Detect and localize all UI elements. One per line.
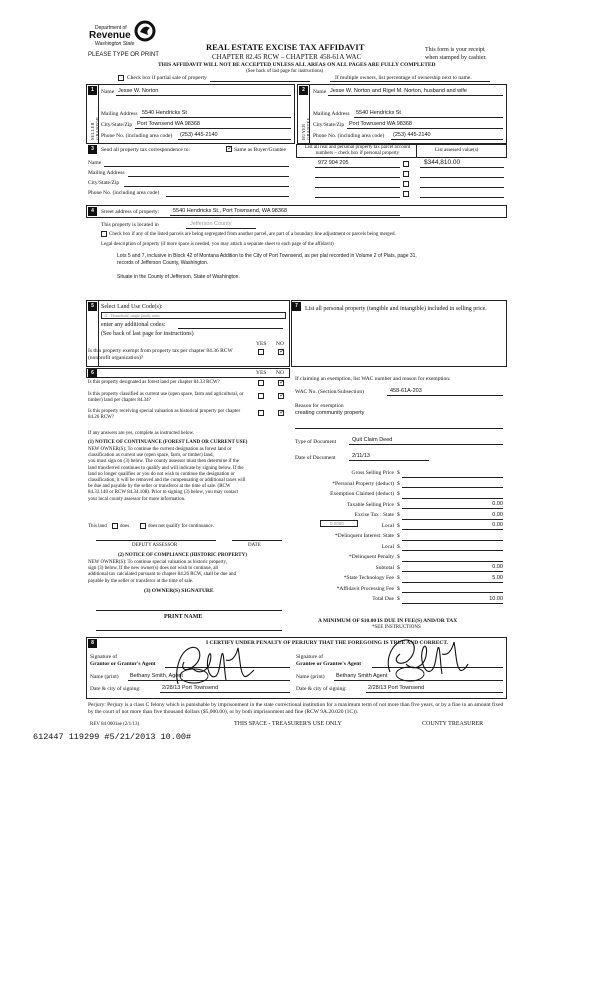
notice-compliance-line: additional tax calculated pursuant to chapter 84.26 RCW, shall be due and [88, 572, 236, 578]
buyer-mailing-label: Mailing Address [313, 111, 350, 117]
current-use-question: Is this property classified as current use (open space, farm and agricultural, or timber) land per chapter 84.34? [88, 392, 244, 403]
form-chapter: CHAPTER 82.45 RCW – CHAPTER 458-61A WAC [212, 53, 362, 61]
rev-form-code: REV 84 0001ae (2/1/13) [90, 722, 140, 727]
see-back-instructions: (See back of last page for instructions) [246, 69, 324, 74]
notice-continuance-title: (1) NOTICE OF CONTINUANCE (FOREST LAND OR CURRENT USE) [88, 440, 248, 445]
notice-continuance-line: land transferred continues to qualify and will indicate by signing below. If the [88, 465, 244, 471]
legal-line-2: records of Jefferson County, Washington. [117, 260, 209, 266]
tax-row-field [402, 561, 503, 562]
forest-no-checkbox[interactable] [278, 380, 284, 386]
owner-signature-label: (3) OWNER(S) SIGNATURE [144, 588, 214, 594]
parcel-2-personal-checkbox[interactable] [403, 171, 409, 177]
tax-row-label: *Personal Property (deduct) [332, 480, 394, 487]
segregated-checkbox[interactable] [101, 231, 107, 237]
local-rate-value: 0.0050 [330, 521, 344, 526]
see-instructions-note: *SEE INSTRUCTIONS [372, 625, 421, 630]
receipt-line1: This form is your receipt [425, 47, 485, 53]
grantee-handwritten-signature [380, 632, 470, 687]
treasurer-use-label: THIS SPACE - TREASURER'S USE ONLY [234, 721, 342, 727]
current-use-yes-checkbox[interactable] [258, 393, 264, 399]
grantee-date-label: Date & city of signing: [296, 686, 347, 692]
land-does-not-checkbox[interactable] [140, 523, 146, 529]
tax-row-field [402, 550, 503, 551]
corr-name-label: Name [88, 160, 102, 166]
print-name-label: PRINT NAME [164, 614, 203, 620]
tax-row-field [402, 592, 503, 593]
tax-row-label: Taxable Selling Price [347, 501, 394, 508]
tax-row-value: 5.00 [492, 574, 503, 581]
grantee-signature-label-1: Signature of [296, 654, 324, 660]
date-label: DATE [248, 543, 261, 548]
tax-row-label: Subtotal [375, 564, 394, 571]
s6-yes-header: YES [256, 370, 267, 376]
notice-compliance-title: (2) NOTICE OF COMPLIANCE (HISTORIC PROPERTY) [118, 553, 247, 558]
form-title: REAL ESTATE EXCISE TAX AFFIDAVIT [206, 42, 365, 52]
grantor-date-label: Date & city of signing: [90, 686, 141, 692]
seller-name-label: Name [101, 89, 115, 95]
additional-codes-label: enter any additional codes: [101, 322, 166, 328]
section-1-number: 1 [88, 86, 97, 95]
notice-compliance-text [88, 560, 236, 585]
county-treasurer-label: COUNTY TREASURER [422, 721, 484, 727]
current-use-no-checkbox[interactable] [278, 393, 284, 399]
section-2-number: 2 [299, 86, 308, 95]
wac-label: WAC No. (Section/Subsection) [295, 389, 364, 395]
exempt-question: Is this property exempt from property tax per chapter 84.36 RCW (nonprofit organization)? [88, 348, 233, 361]
please-type: PLEASE TYPE OR PRINT [88, 52, 159, 58]
buyer-phone-label: Phone No. (including area code) [313, 133, 385, 139]
grantee-name-label: Name (print) [296, 674, 325, 680]
assessed-value-header: List assessed value(s) [435, 148, 479, 153]
section-6-number: 6 [88, 369, 97, 378]
tax-row-value: 0.00 [492, 564, 503, 570]
section-3-number: 3 [88, 145, 97, 154]
tax-row-label: Total Due [372, 596, 394, 602]
doc-type: Quit Claim Deed [352, 437, 393, 443]
tax-row-field [402, 582, 503, 583]
forest-land-question: Is this property designated as forest land per chapter 84.33 RCW? [88, 380, 220, 385]
seller-name: Jesse W. Norton [118, 88, 159, 94]
legal-description-label: Legal description of property (if more space is needed, you may attach a separate sheet to each page of the affidavit) [101, 242, 334, 247]
grantor-name-label: Name (print) [90, 674, 119, 680]
tax-row-label: *Affidavit Processing Fee [336, 585, 394, 592]
located-label: This property is located in [101, 222, 159, 228]
exempt-yes-checkbox[interactable] [258, 349, 264, 355]
buyer-city-label: City/State/Zip [313, 122, 345, 128]
corr-mailing-label: Mailing Address [88, 170, 125, 176]
assessed-value: $344,810.00 [424, 159, 461, 166]
tax-row-label: *State Technology Fee [343, 575, 394, 581]
tax-row-currency: $ [397, 564, 400, 571]
treasurer-stamp: 612447 119299 #5/21/2013 10.00# [33, 732, 192, 742]
exemption-reason: creating community property [295, 410, 365, 416]
tax-row-field [402, 477, 503, 478]
land-use-label: Select Land Use Code(s): [101, 304, 163, 310]
exempt-no-checkbox[interactable] [278, 349, 284, 355]
logo-state: Washington State [95, 41, 135, 47]
grantee-signature-label-2: Grantee or Grantee's Agent [296, 661, 362, 667]
tax-row-field [402, 529, 503, 530]
parcel-4-personal-checkbox[interactable] [403, 191, 409, 197]
minimum-due-note: A MINIMUM OF $10.00 IS DUE IN FEE(S) AND/OR TAX [318, 618, 458, 624]
notice-compliance-line: sign (3) below. If the new owner(s) does not wish to continue, all [88, 566, 219, 572]
tax-row-currency: $ [397, 575, 400, 581]
exemption-claim-label: If claiming an exemption, list WAC number and reason for exemption: [295, 376, 451, 382]
section-8-number: 8 [88, 639, 97, 648]
grantor-print-name: Bethany Smith, Agent [130, 673, 183, 679]
historic-question: Is this property receiving special valuation as historical property per chapter 84.26 RCW? [88, 409, 241, 420]
tax-row-value: 10.00 [489, 595, 503, 602]
logo-dept-line: Department of [95, 25, 127, 31]
tax-row-currency: $ [397, 470, 400, 476]
seller-city-label: City/State/Zip [101, 122, 133, 128]
tax-row-value: 0.00 [492, 511, 503, 518]
forest-yes-checkbox[interactable] [258, 380, 264, 386]
land-use-see-back: (See back of last page for instructions) [101, 331, 194, 337]
historic-yes-checkbox[interactable] [258, 410, 264, 416]
wa-state-logo-icon [134, 20, 156, 42]
notice-continuance-line: classification, it will be removed and the compensating or additional taxes will [88, 478, 246, 484]
seller-phone-label: Phone No. (including area code) [101, 133, 173, 139]
certify-statement: I CERTIFY UNDER PENALTY OF PERJURY THAT THE FOREGOING IS TRUE AND CORRECT. [206, 640, 449, 646]
land-does-label: does [120, 524, 130, 529]
buyer-city: Port Townsend WA 98368 [349, 121, 412, 127]
notice-continuance-line: classification as current use (open space, farm, or timber) land, [88, 453, 214, 459]
buyer-name-label: Name [313, 89, 327, 95]
seller-city: Port Townsend WA 98368 [137, 121, 200, 127]
grantor-handwritten-signature [170, 640, 260, 690]
tax-row-currency: $ [397, 533, 400, 539]
form-warning: THIS AFFIDAVIT WILL NOT BE ACCEPTED UNLESS ALL AREAS ON ALL PAGES ARE FULLY COMPLETED [158, 62, 436, 68]
same-as-buyer-label: Same as Buyer/Grantee [234, 147, 286, 153]
reason-label: Reason for exemption [295, 403, 344, 409]
tax-row-label: *Delinquent Interest: State [335, 533, 394, 539]
grantor-signature-label-2: Grantor or Grantor's Agent [90, 661, 156, 667]
tax-row-field [402, 508, 503, 509]
multiple-owners-note: If multiple owners, list percentage of ownership next to name. [335, 75, 472, 81]
section-4-number: 4 [88, 207, 97, 216]
s6-no-header: NO [276, 370, 284, 376]
segregated-label: Check box if any of the listed parcels are being segregated from another parcel, are part of a boundary line adjustment or parcels being merged. [109, 232, 396, 237]
same-as-buyer-checkbox[interactable] [226, 146, 232, 152]
seller-grantor-label: SELLER GRANTOR [90, 116, 100, 140]
buyer-mailing: 5540 Hendricks St [356, 110, 401, 116]
tax-row-field [402, 540, 503, 541]
buyer-phone: (253) 445-2140 [393, 132, 431, 138]
seller-phone: (253) 445-2140 [180, 132, 218, 138]
seller-mailing-label: Mailing Address [101, 111, 138, 117]
section-7-number: 7 [292, 302, 301, 311]
tax-row-value: 0.00 [492, 501, 503, 507]
parcel-3-personal-checkbox[interactable] [403, 181, 409, 187]
wac-number: 458-61A-203 [390, 388, 422, 394]
notice-continuance-line: 84.33.140 or RCW 84.34.108). Prior to signing (3) below, you may contact [88, 490, 239, 496]
this-land-label: This land [88, 524, 107, 529]
parcel-list-header: List all real and personal property tax parcel account numbers – check box if personal property [304, 145, 411, 156]
land-use-value: 11 - Household, single family units [104, 313, 160, 318]
doc-date: 2/11/13 [352, 453, 370, 459]
personal-property-text: List all personal property (tangible and intangible) included in selling price. [305, 306, 487, 312]
perjury-notice: Perjury: Perjury is a class C felony which is punishable by imprisonment in the state correctional institution for a maximum term of not more than five years, or by a fine in an amount fixed by the court of not more than five thousand dollars ($5,000.00), or by both imprisonment and fine (RCW 9A.20.020 (1C)). [88, 702, 504, 715]
deputy-assessor-label: DEPUTY ASSESSOR [132, 543, 178, 548]
tax-row-label: Exemption Claimed (deduct) [330, 491, 394, 497]
corr-city-label: City/State/Zip [88, 180, 120, 186]
seller-mailing: 5540 Hendricks St [142, 110, 187, 116]
street-label: Street address of property: [101, 209, 160, 215]
tax-row-label: Excise Tax : State [354, 512, 394, 518]
notice-continuance-line: land no longer qualifies or you do not wish to continue the designation or [88, 471, 235, 477]
street-address: 5540 Hendricks St., Port Townsend, WA 98368 [173, 208, 288, 214]
partial-sale-checkbox[interactable] [118, 75, 124, 81]
receipt-line2: when stamped by cashier. [425, 55, 487, 61]
corr-phone-label: Phone No. (including area code) [88, 190, 160, 196]
legal-line-1: Lots 5 and 7, inclusive in Block 42 of Montana Addition to the City of Port Townsend, as per plat recorded in Volume 2 of Plats, page 31, [117, 253, 417, 259]
tax-row-currency: $ [397, 585, 400, 592]
doc-type-label: Type of Document [295, 439, 337, 445]
tax-row-currency: $ [397, 491, 400, 497]
tax-row-currency: $ [397, 522, 400, 529]
doc-date-label: Date of Document [295, 455, 336, 461]
tax-row-label: Gross Selling Price [351, 470, 394, 476]
tax-row-label: Local [381, 522, 394, 529]
tax-row-field [402, 571, 503, 572]
notice-continuance-text [88, 447, 245, 503]
situate-line: Situate in the County of Jefferson, State of Washington. [117, 274, 240, 280]
tax-row-currency: $ [397, 596, 400, 602]
tax-row-field [402, 603, 503, 604]
land-does-checkbox[interactable] [112, 523, 118, 529]
tax-row-field [402, 519, 503, 520]
land-does-not-label: does not qualify for continuance. [148, 524, 214, 529]
buyer-grantee-label: BUYER GRANTEE [301, 117, 311, 140]
section-5-number: 5 [88, 302, 97, 311]
notice-continuance-line: be due and payable by the seller or transferor at the time of sale. (RCW [88, 484, 231, 490]
parcel-number: 972 904 205 [318, 160, 349, 166]
notice-continuance-line: your local county assessor for more information. [88, 496, 186, 502]
parcel-1-personal-checkbox[interactable] [403, 161, 409, 167]
partial-sale-label: Check box if partial sale of property [127, 75, 207, 81]
notice-compliance-line: NEW OWNER(S): To continue special valuation as historic property, [88, 560, 227, 565]
tax-row-field [402, 498, 503, 499]
tax-row-value: 0.00 [492, 522, 503, 528]
notice-continuance-line: NEW OWNER(S): To continue the current designation as forest land or [88, 447, 232, 452]
grantor-date-city: 2/28/13 Port Townsend [162, 685, 219, 691]
located-county: Jefferson County [190, 221, 232, 227]
tax-row-currency: $ [397, 512, 400, 518]
buyer-name: Jesse W. Norton and Rigel M. Norton, husband and wife [330, 88, 467, 94]
historic-no-checkbox[interactable] [278, 410, 284, 416]
notice-continuance-line: you must sign on (3) below. The county assessor must then determine if the [88, 459, 239, 465]
send-correspondence-label: Send all property tax correspondence to: [101, 147, 191, 153]
tax-row-label: Local [381, 543, 394, 550]
grantee-print-name: Bethany Smith Agent [336, 673, 388, 679]
tax-row-currency: $ [397, 543, 400, 550]
s5-yes-header: YES [256, 341, 267, 347]
tax-row-currency: $ [397, 501, 400, 508]
logo-revenue: Revenue [89, 30, 131, 41]
notice-compliance-line: payable by the seller or transferor at the time of sale. [88, 578, 194, 584]
grantor-signature-label-1: Signature of [90, 654, 118, 660]
tax-row-label: *Delinquent Penalty [348, 554, 394, 560]
tax-row-field [402, 487, 503, 488]
tax-row-currency: $ [397, 554, 400, 560]
if-yes-note: If any answers are yes, complete as instructed below. [88, 431, 195, 436]
grantee-date-city: 2/28/13 Port Townsend [368, 685, 425, 691]
s5-no-header: NO [276, 341, 284, 347]
tax-row-currency: $ [397, 480, 400, 487]
